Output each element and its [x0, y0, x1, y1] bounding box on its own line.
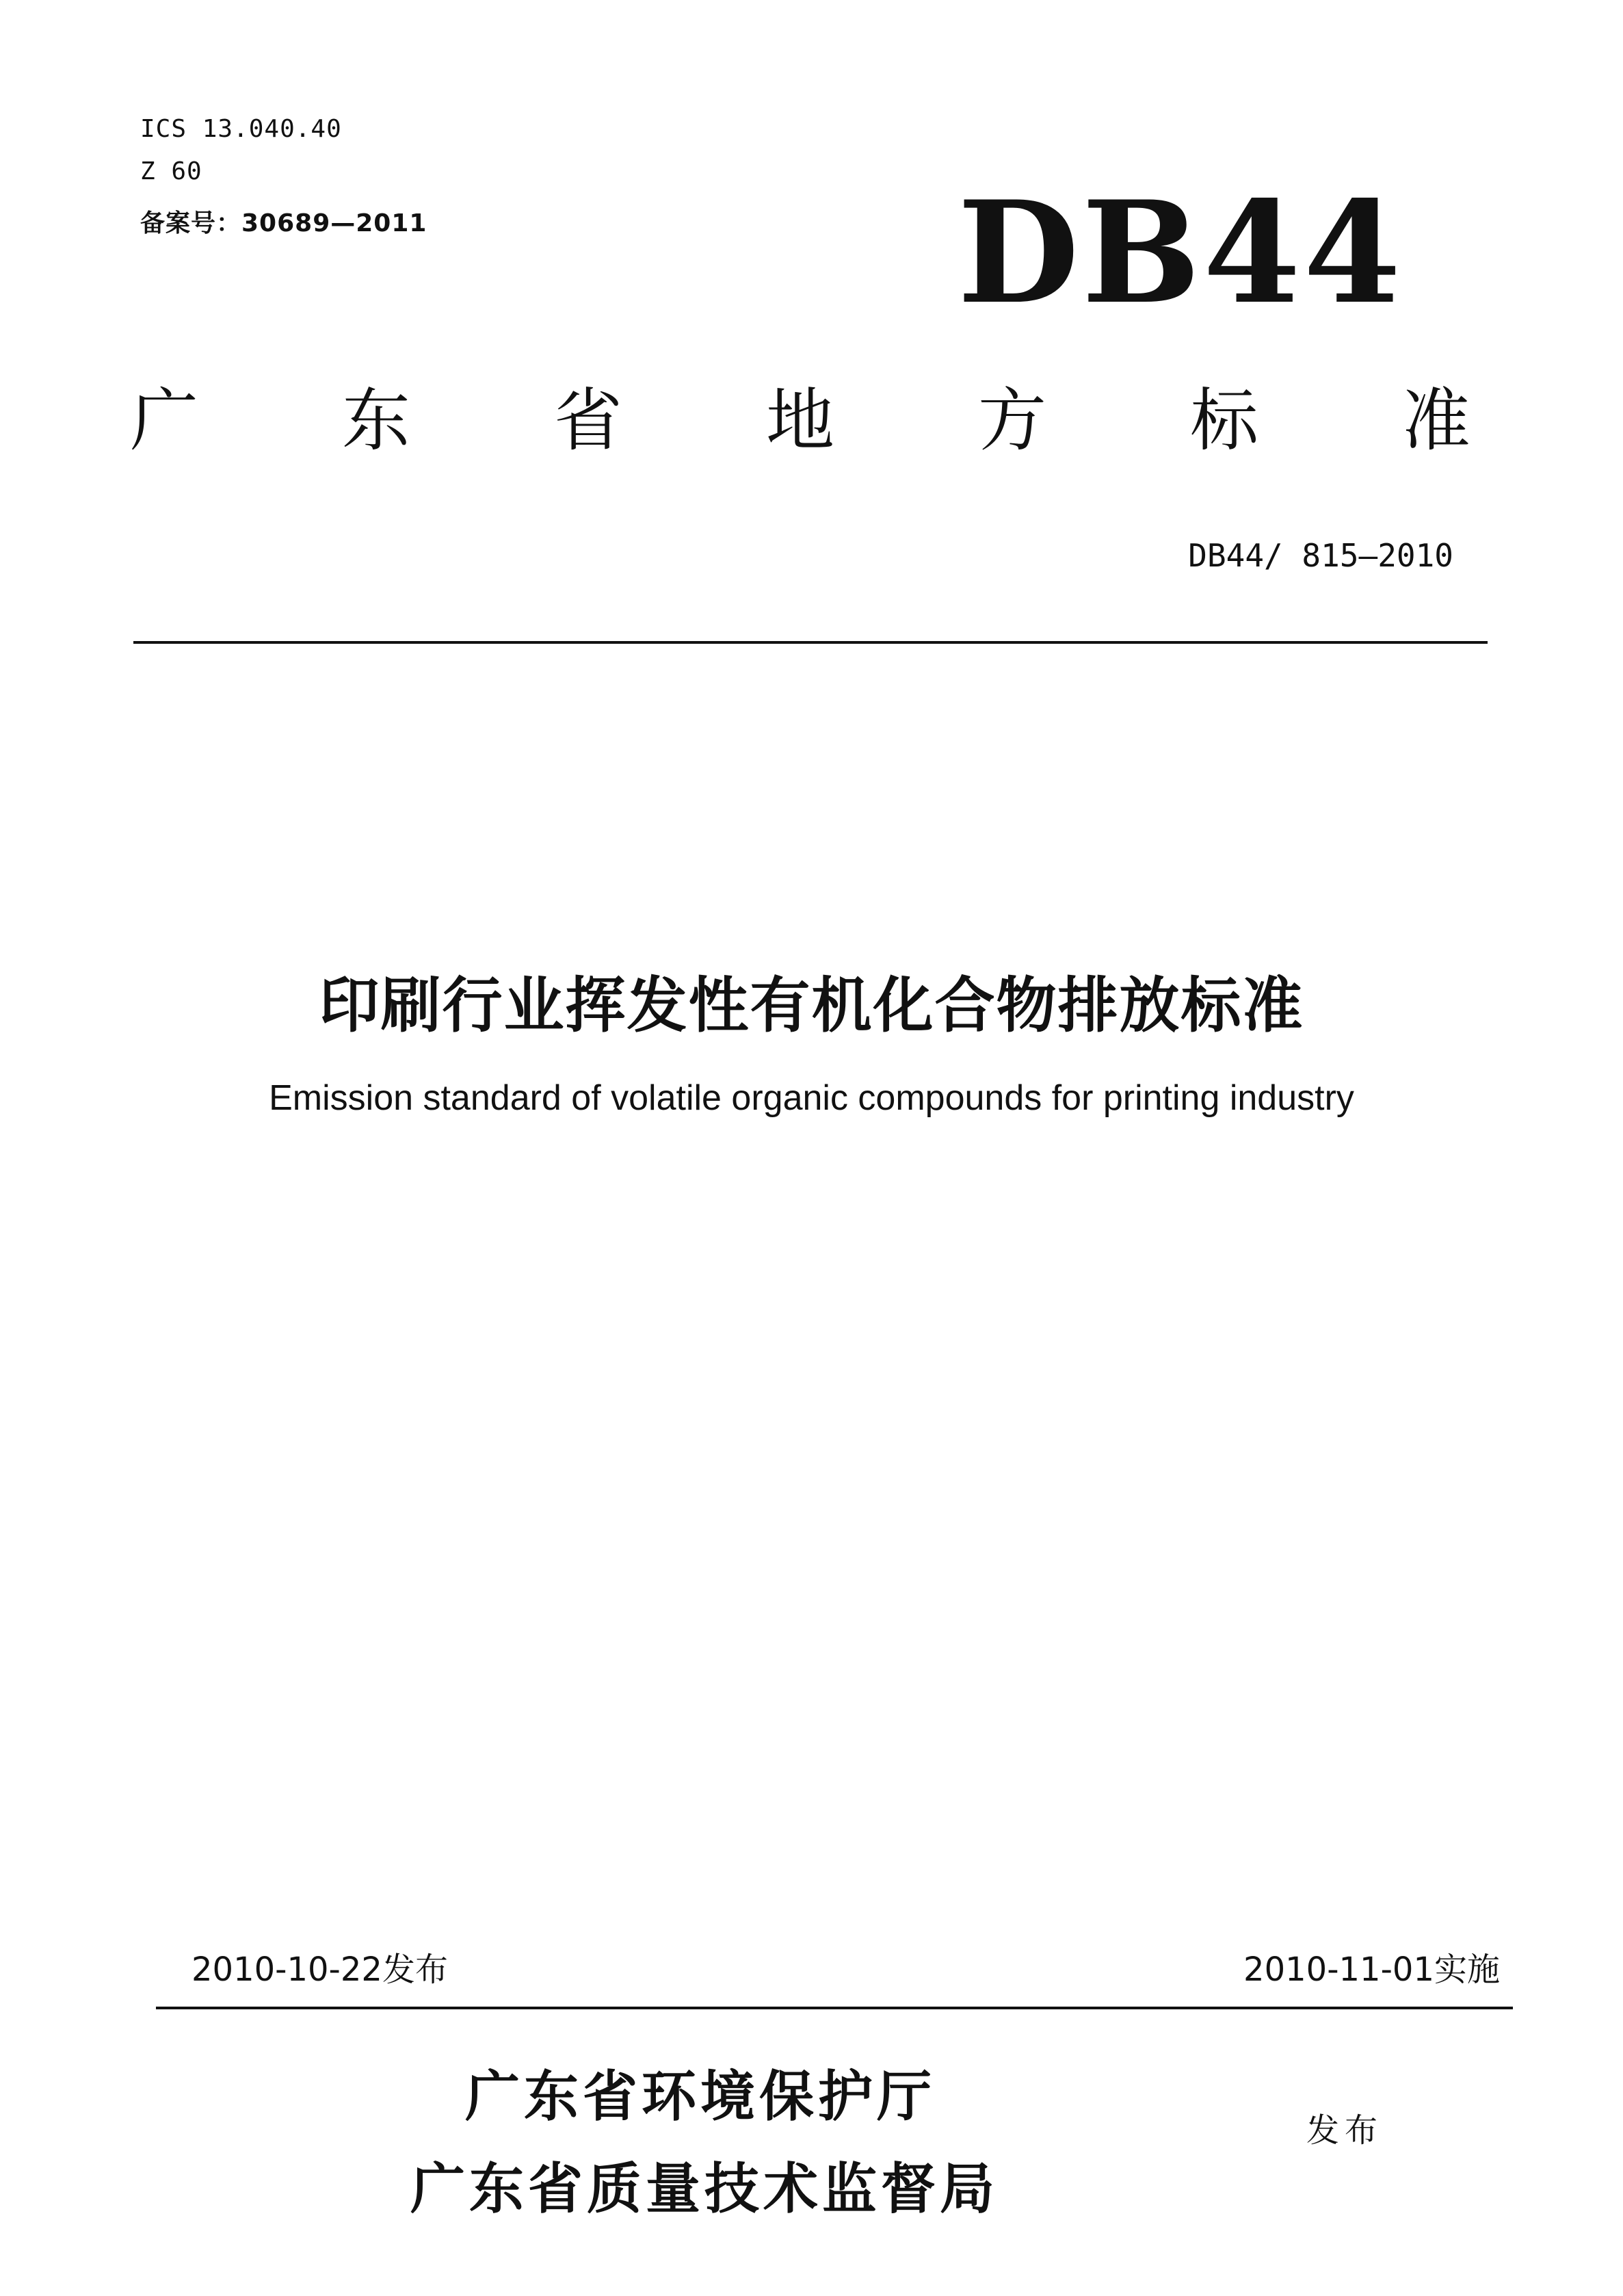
- ics-code: ICS 13.040.40: [140, 115, 342, 143]
- standard-type-char: 省: [554, 380, 622, 460]
- issuer-environment-dept: 广东省环境保护厅: [465, 2064, 936, 2128]
- standard-type-char: 准: [1402, 380, 1470, 460]
- standard-type-char: 广: [130, 380, 198, 460]
- ccs-code: Z 60: [140, 157, 202, 185]
- title-english: Emission standard of volatile organic compounds for printing industry: [269, 1078, 1354, 1118]
- issued-label: 发布: [1306, 2111, 1384, 2150]
- title-chinese: 印刷行业挥发性有机化合物排放标准: [319, 970, 1304, 1041]
- standard-type-char: 东: [342, 380, 410, 460]
- standard-type-heading: [130, 380, 1470, 460]
- standard-number: DB44/ 815—2010: [1188, 537, 1453, 574]
- standard-type-char: 方: [978, 380, 1046, 460]
- standard-type-char: 标: [1190, 380, 1258, 460]
- standard-type-char: 地: [766, 380, 834, 460]
- record-number: 备案号：30689—2011: [140, 209, 427, 237]
- bottom-divider: [156, 2007, 1513, 2009]
- issuer-quality-bureau: 广东省质量技术监督局: [410, 2156, 999, 2221]
- implementation-date: 2010-11-01实施: [1243, 1951, 1500, 1989]
- issue-date: 2010-10-22发布: [192, 1951, 448, 1989]
- top-divider: [133, 641, 1488, 644]
- db44-logo: DB44: [958, 171, 1404, 335]
